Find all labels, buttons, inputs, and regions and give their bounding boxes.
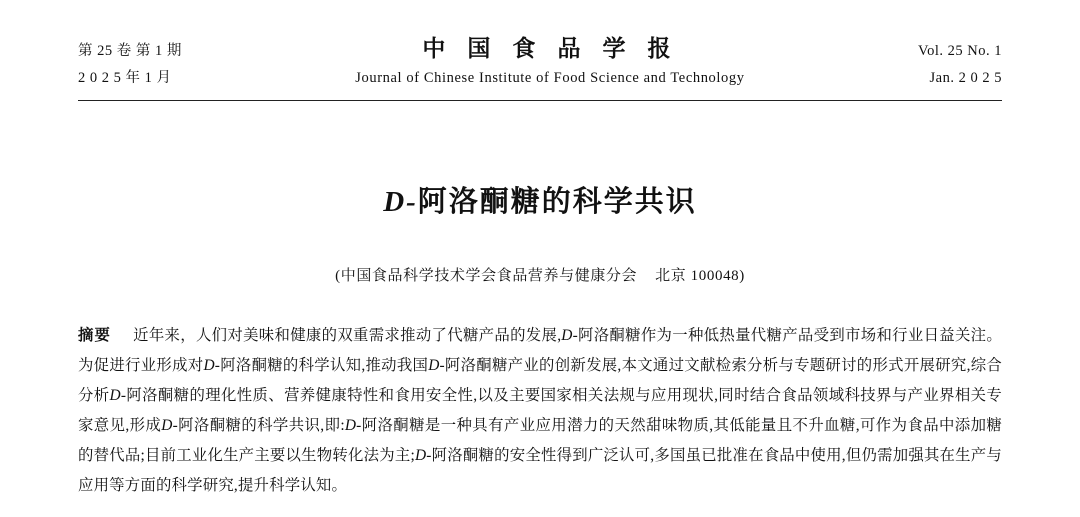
page-title (78, 179, 1002, 220)
abstract-italic-4: D- (109, 386, 127, 404)
journal-name-en: Journal of Chinese Institute of Food Science and Technology (355, 69, 745, 86)
abstract-italic-7: D- (414, 446, 432, 464)
masthead (78, 0, 1002, 92)
affiliation-city: 北京 100048) (655, 267, 745, 284)
abstract-text-6: 阿洛酮糖的科学共识,即: (177, 416, 345, 434)
affiliation (78, 264, 1002, 285)
abstract-italic-2: D- (203, 356, 221, 374)
abstract-italic-5: D- (161, 416, 178, 434)
masthead-journal-title (182, 34, 918, 87)
masthead-volume-en (918, 38, 1002, 92)
abstract-italic-6: D- (344, 416, 362, 434)
title-prefix-italic: D- (383, 185, 418, 218)
title-main: 阿洛酮糖的科学共识 (417, 183, 697, 218)
affiliation-org: (中国食品科学技术学会食品营养与健康分会 (335, 267, 638, 284)
abstract-text-7: 阿洛酮糖是一种具有产业应用潜力的天然甜味物质,其低能量且不升血糖,可作为食品中添加糖的替代品;目前工业化生产主要以生物转化法为主; (78, 416, 1002, 464)
abstract-text-5: 阿洛酮糖的理化性质、营养健康特性和食用安全性,以及主要国家相关法规与应用现状,同时结合食品领域科技界与产业界相关专家意见,形成 (78, 386, 1002, 434)
abstract-text-2: 阿洛酮糖作为一种低热量代糖产品受到市场和行业日益关注。为促进行业形成对 (78, 326, 1002, 374)
abstract-text-4: 阿洛酮糖产业的创新发展,本文通过文献检索分析与专题研讨的形式开展研究,综合分析 (78, 356, 1002, 404)
volume-line-1: 第 25 卷 第 1 期 (78, 43, 182, 59)
masthead-volume-cn (78, 38, 182, 92)
volume-en-line-2: Jan. 2 0 2 5 (929, 69, 1002, 86)
volume-line-2: 2 0 2 5 年 1 月 (78, 69, 172, 86)
volume-en-line-1: Vol. 25 No. 1 (918, 43, 1002, 59)
masthead-divider (78, 100, 1002, 101)
abstract-text-8: 阿洛酮糖的安全性得到广泛认可,多国虽已批准在食品中使用,但仍需加强其在生产与应用等方面的科学研究,提升科学认知。 (78, 446, 1003, 494)
abstract-italic-1: D- (561, 326, 578, 344)
abstract (78, 321, 1002, 501)
abstract-label: 摘要 (78, 326, 112, 344)
abstract-text-3: 阿洛酮糖的科学认知,推动我国 (220, 356, 429, 374)
abstract-italic-3: D- (428, 356, 445, 374)
journal-name-cn: 中 国 食 品 学 报 (422, 35, 678, 62)
abstract-text-1: 近年来，人们对美味和健康的双重需求推动了代糖产品的发展, (133, 326, 562, 344)
